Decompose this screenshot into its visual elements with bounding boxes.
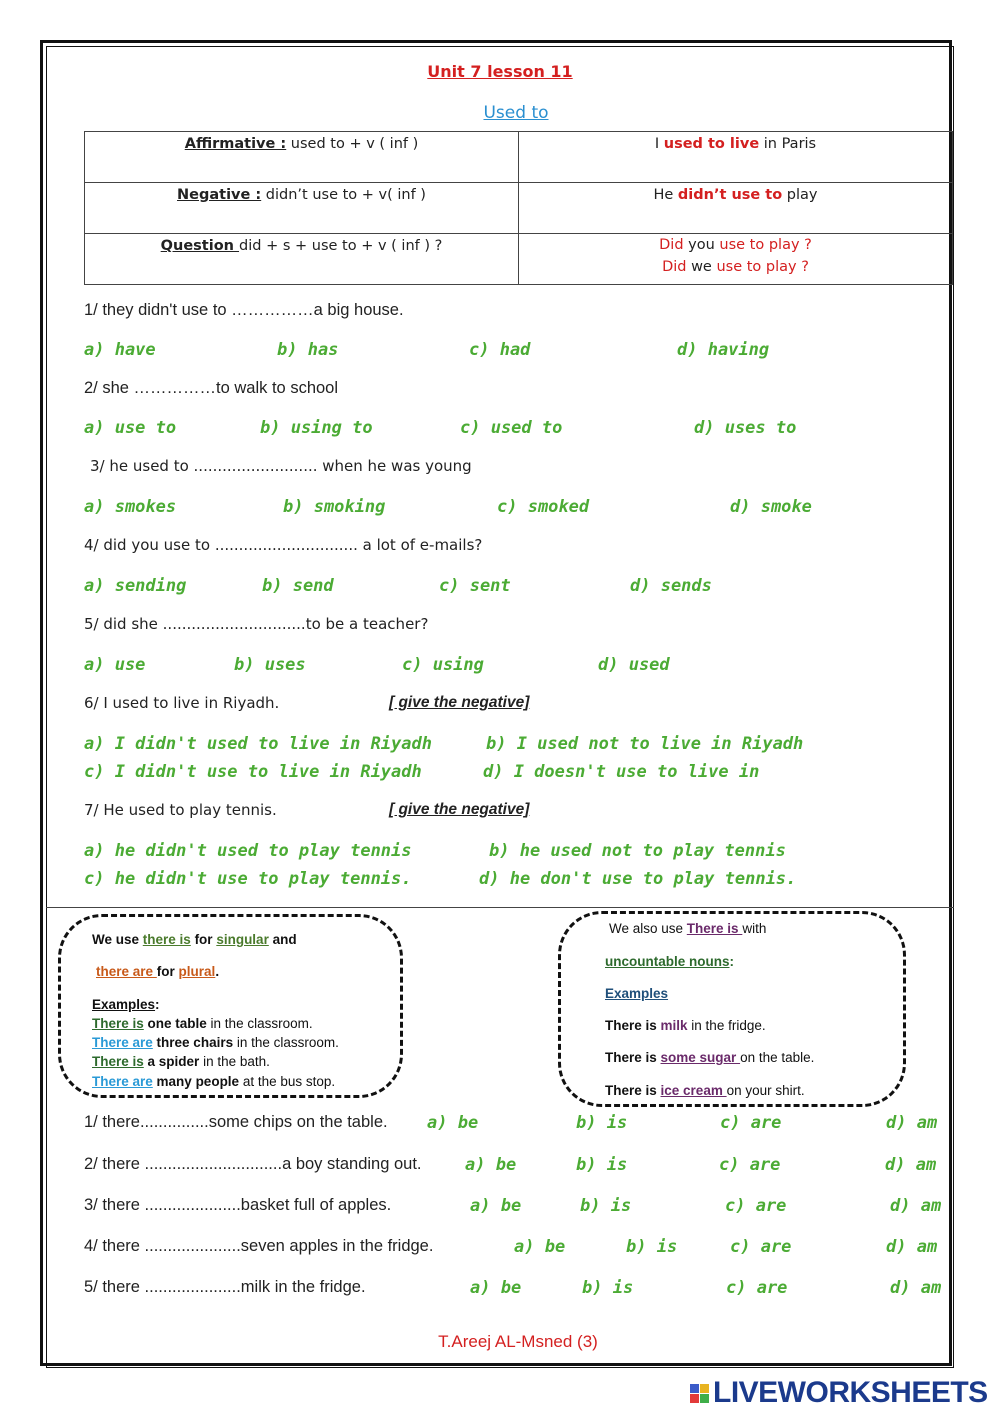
q1-option-a[interactable]: a) have — [84, 340, 156, 360]
s2q1-option-a[interactable]: a) be — [427, 1113, 479, 1133]
example-highlight: used to live — [663, 136, 760, 152]
question-6-text: 6/ I used to live in Riyadh. — [84, 694, 280, 712]
example-line — [92, 1016, 313, 1031]
example-line — [605, 1050, 814, 1065]
rule-text: with — [742, 921, 767, 936]
s2q2-option-d[interactable]: d) am — [885, 1155, 937, 1175]
question-5-text: 5/ did she ..............................to be a teacher? — [84, 615, 429, 633]
q6-option-d[interactable]: d) I doesn't use to live in — [483, 762, 760, 782]
example-text: He — [653, 187, 678, 203]
example-keyword: There are — [92, 1074, 153, 1089]
example-line — [605, 1018, 766, 1033]
example-noun: a spider — [143, 1054, 200, 1069]
examples-heading — [92, 997, 160, 1012]
q3-option-a[interactable]: a) smokes — [84, 497, 177, 517]
question-example-line — [525, 256, 946, 278]
rule-keyword: there are — [96, 964, 157, 979]
section2-question-1-text: 1/ there...............some chips on the table. — [84, 1113, 388, 1131]
example-noun: some sugar — [660, 1050, 741, 1065]
section2-question-4-text: 4/ there .....................seven apples in the fridge. — [84, 1237, 434, 1255]
example-keyword: There is — [605, 1050, 661, 1065]
s2q1-option-d[interactable]: d) am — [886, 1113, 938, 1133]
question-4-text: 4/ did you use to .............................. a lot of e-mails? — [84, 536, 483, 554]
rule-text: We use — [92, 932, 143, 947]
rule-keyword: uncountable nouns — [605, 954, 730, 969]
s2q5-option-c[interactable]: c) are — [726, 1278, 788, 1298]
question-example-line — [525, 234, 946, 256]
example-highlight: didn’t use to — [677, 187, 783, 203]
question-example-cell — [519, 234, 953, 285]
examples-label: Examples — [605, 986, 669, 1001]
negative-rule: didn’t use to + v( inf ) — [261, 187, 426, 203]
rule-keyword: There is — [686, 921, 743, 936]
q7-option-d[interactable]: d) he don't use to play tennis. — [479, 869, 797, 889]
example-text: you — [683, 237, 720, 253]
uncountable-rule-box — [558, 911, 906, 1107]
question-2-text: 2/ she ……………to walk to school — [84, 379, 339, 397]
q2-option-c[interactable]: c) used to — [460, 418, 563, 438]
rule-keyword: singular — [216, 932, 269, 947]
example-keyword: There is — [92, 1016, 144, 1031]
q5-option-c[interactable]: c) using — [402, 655, 484, 675]
question-label: Question — [160, 238, 240, 254]
rule-text: for — [190, 932, 217, 947]
rule-text: and — [268, 932, 297, 947]
q4-option-d[interactable]: d) sends — [630, 576, 712, 596]
example-text: on your shirt. — [726, 1083, 805, 1098]
q6-option-a[interactable]: a) I didn't used to live in Riyadh — [84, 734, 432, 754]
example-keyword: There is — [605, 1083, 661, 1098]
section-divider — [46, 907, 954, 908]
affirmative-example-cell — [519, 132, 953, 183]
example-noun: many people — [152, 1074, 240, 1089]
example-text: in the bath. — [199, 1054, 270, 1069]
grammar-table — [84, 131, 953, 285]
q3-option-d[interactable]: d) smoke — [730, 497, 812, 517]
question-3-text: 3/ he used to .......................... when he was young — [90, 457, 472, 475]
example-text: in the classroom. — [233, 1035, 339, 1050]
example-text: in the fridge. — [687, 1018, 766, 1033]
q2-option-a[interactable]: a) use to — [84, 418, 177, 438]
q1-option-b[interactable]: b) has — [277, 340, 339, 360]
q4-option-c[interactable]: c) sent — [439, 576, 511, 596]
question-6-instruction: [ give the negative] — [389, 694, 530, 711]
example-text: in the classroom. — [206, 1016, 313, 1031]
s2q3-option-b[interactable]: b) is — [580, 1196, 632, 1216]
q5-option-a[interactable]: a) use — [84, 655, 146, 675]
example-keyword: There is — [605, 1018, 661, 1033]
example-text: at the bus stop. — [239, 1074, 336, 1089]
example-noun: one table — [143, 1016, 207, 1031]
liveworksheets-brand[interactable] — [690, 1376, 988, 1410]
s2q1-option-c[interactable]: c) are — [720, 1113, 782, 1133]
s2q4-option-b[interactable]: b) is — [626, 1237, 678, 1257]
example-text: in Paris — [759, 136, 817, 152]
q3-option-c[interactable]: c) smoked — [497, 497, 590, 517]
s2q2-option-b[interactable]: b) is — [576, 1155, 628, 1175]
question-7-text: 7/ He used to play tennis. — [84, 801, 277, 819]
table-row — [85, 234, 953, 285]
q4-option-a[interactable]: a) sending — [84, 576, 187, 596]
question-rule-cell — [85, 234, 519, 285]
q1-option-d[interactable]: d) having — [677, 340, 770, 360]
page-title: Unit 7 lesson 11 — [427, 62, 573, 81]
s2q5-option-b[interactable]: b) is — [582, 1278, 634, 1298]
rule-line-1 — [92, 932, 297, 947]
example-line — [92, 1054, 270, 1069]
question-7-instruction: [ give the negative] — [389, 801, 530, 818]
rule-keyword: plural — [178, 964, 216, 979]
liveworksheets-logo-icon — [690, 1384, 709, 1403]
rule-keyword: there is — [142, 932, 191, 947]
rule-text: for — [156, 964, 179, 979]
example-noun: ice cream — [660, 1083, 727, 1098]
q6-option-c[interactable]: c) I didn't use to live in Riyadh — [84, 762, 422, 782]
rule-line-1 — [609, 921, 766, 936]
q3-option-b[interactable]: b) smoking — [283, 497, 386, 517]
q1-option-c[interactable]: c) had — [469, 340, 531, 360]
negative-rule-cell — [85, 183, 519, 234]
s2q3-option-c[interactable]: c) are — [725, 1196, 787, 1216]
examples-label: Examples — [92, 997, 156, 1012]
example-noun: milk — [660, 1018, 688, 1033]
brand-name: LIVEWORKSHEETS — [713, 1376, 988, 1409]
q6-option-b[interactable]: b) I used not to live in Riyadh — [486, 734, 804, 754]
q2-option-b[interactable]: b) using to — [260, 418, 373, 438]
s2q3-option-a[interactable]: a) be — [470, 1196, 522, 1216]
page-subtitle: Used to — [483, 103, 549, 123]
example-text: play — [782, 187, 818, 203]
section2-question-2-text: 2/ there ..............................a boy standing out. — [84, 1155, 422, 1173]
example-line — [92, 1035, 339, 1050]
example-noun: three chairs — [152, 1035, 234, 1050]
example-highlight: use to play ? — [716, 259, 809, 275]
rule-line-2 — [605, 954, 734, 969]
q4-option-b[interactable]: b) send — [262, 576, 334, 596]
examples-colon: : — [155, 997, 160, 1012]
example-keyword: There are — [92, 1035, 153, 1050]
rule-text: . — [215, 964, 220, 979]
example-highlight: Did — [659, 237, 684, 253]
s2q1-option-b[interactable]: b) is — [576, 1113, 628, 1133]
example-line — [605, 1083, 805, 1098]
affirmative-rule-cell — [85, 132, 519, 183]
rule-text: : — [729, 954, 734, 969]
question-1-text: 1/ they didn't use to ……………a big house. — [84, 301, 404, 319]
example-keyword: There is — [92, 1054, 144, 1069]
table-row — [85, 183, 953, 234]
s2q5-option-a[interactable]: a) be — [470, 1278, 522, 1298]
example-highlight: Did — [662, 259, 687, 275]
section2-question-3-text: 3/ there .....................basket full of apples. — [84, 1196, 392, 1214]
rule-line-2 — [96, 964, 219, 979]
author-footer: T.Areej AL-Msned (3) — [438, 1332, 598, 1351]
q7-option-a[interactable]: a) he didn't used to play tennis — [84, 841, 412, 861]
s2q5-option-d[interactable]: d) am — [890, 1278, 942, 1298]
s2q4-option-d[interactable]: d) am — [886, 1237, 938, 1257]
q2-option-d[interactable]: d) uses to — [694, 418, 797, 438]
s2q4-option-c[interactable]: c) are — [730, 1237, 792, 1257]
q7-option-b[interactable]: b) he used not to play tennis — [489, 841, 786, 861]
q5-option-b[interactable]: b) uses — [234, 655, 306, 675]
example-text: I — [654, 136, 664, 152]
question-rule: did + s + use to + v ( inf ) ? — [239, 238, 443, 254]
s2q3-option-d[interactable]: d) am — [890, 1196, 942, 1216]
q7-option-c[interactable]: c) he didn't use to play tennis. — [84, 869, 412, 889]
negative-label: Negative : — [177, 187, 262, 203]
s2q4-option-a[interactable]: a) be — [514, 1237, 566, 1257]
table-row — [85, 132, 953, 183]
example-text: on the table. — [740, 1050, 815, 1065]
s2q2-option-c[interactable]: c) are — [719, 1155, 781, 1175]
affirmative-rule: used to + v ( inf ) — [286, 136, 419, 152]
example-text: we — [686, 259, 717, 275]
example-line — [92, 1074, 335, 1089]
s2q2-option-a[interactable]: a) be — [465, 1155, 517, 1175]
negative-example-cell — [519, 183, 953, 234]
rule-text: We also use — [609, 921, 687, 936]
example-highlight: use to play ? — [719, 237, 812, 253]
affirmative-label: Affirmative : — [184, 136, 287, 152]
section2-question-5-text: 5/ there .....................milk in the fridge. — [84, 1278, 366, 1296]
q5-option-d[interactable]: d) used — [598, 655, 670, 675]
